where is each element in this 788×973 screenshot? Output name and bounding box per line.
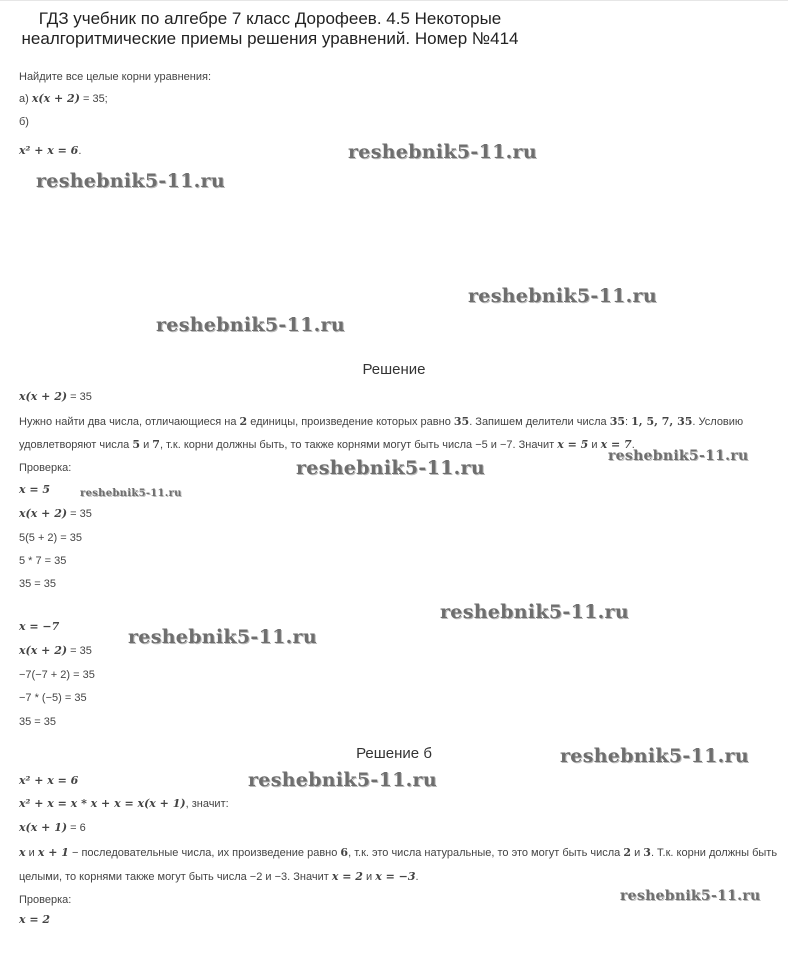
solution-b-para1 [19, 846, 777, 860]
check-line [19, 507, 92, 521]
text: . Запишем делители числа [469, 416, 607, 428]
solution-a-line2 [19, 438, 635, 452]
watermark: reshebnik5-11.ru [80, 488, 182, 499]
text: − последовательные числа, их произведение равно [72, 847, 338, 859]
rhs: = 35 [70, 645, 92, 657]
task-a-prefix: а) [19, 93, 29, 105]
var: x [19, 846, 26, 859]
expr: x(x + 2) [19, 507, 68, 520]
task-a-expr: x(x + 2) [31, 92, 80, 105]
number: 35 [609, 415, 626, 428]
expr: x(x + 2) [19, 644, 68, 657]
rhs: = 6 [70, 822, 86, 834]
text: целыми, то корнями также могут быть числа −2 и −3. Значит [19, 871, 329, 883]
var: x + 1 [37, 846, 69, 859]
text: и [28, 847, 35, 859]
eq-expr: x(x + 2) [19, 390, 68, 403]
root: x = 7 [600, 438, 632, 451]
text: и [365, 871, 373, 883]
number: 6 [340, 846, 349, 859]
page-title: ГДЗ учебник по алгебре 7 класс Дорофеев. 4.5 Некоторые неалгоритмические приемы решения уравнений. Номер №414 [21, 9, 519, 48]
task-a [19, 92, 108, 106]
watermark: reshebnik5-11.ru [620, 888, 761, 904]
solution-b-eq2 [19, 797, 229, 811]
root: x = 5 [557, 438, 589, 451]
task-b-expr: x² + x = 6 [19, 144, 79, 157]
solution-a-eq [19, 390, 92, 404]
text: единицы, произведение которых равно [250, 416, 451, 428]
text: удовлетворяют числа [19, 439, 130, 451]
text: , т.к. корни должны быть, то также корнями могут быть числа −5 и −7. Значит [159, 439, 555, 451]
text: и [143, 439, 150, 451]
number: 7 [152, 438, 160, 451]
check-root: x = 5 [19, 483, 51, 496]
watermark: reshebnik5-11.ru [36, 170, 225, 192]
task-b-prefix: б) [19, 116, 29, 128]
check-label: Проверка: [19, 462, 72, 474]
expr: x(x + 1) [19, 821, 68, 834]
check-line: −7(−7 + 2) = 35 [19, 669, 95, 681]
solution-b-heading: Решение б [356, 745, 432, 762]
solution-b-para2 [19, 870, 419, 884]
check-line: 35 = 35 [19, 578, 57, 590]
number: 5 [132, 438, 140, 451]
task-b-tail: . [78, 145, 82, 157]
check-root: x = 2 [19, 913, 51, 926]
check-line: 5(5 + 2) = 35 [19, 532, 82, 544]
text: : [625, 416, 629, 428]
number: 35 [453, 415, 470, 428]
top-divider [0, 0, 788, 1]
number: 3 [643, 846, 651, 859]
check-line: 35 = 35 [19, 716, 57, 728]
solution-a-line1 [19, 415, 743, 429]
divisors: 1, 5, 7, 35 [631, 415, 693, 428]
text: и [634, 847, 641, 859]
number: 2 [239, 415, 248, 428]
check-line: −7 * (−5) = 35 [19, 692, 87, 704]
number: 2 [623, 846, 631, 859]
watermark: reshebnik5-11.ru [156, 314, 345, 336]
text: , значит: [185, 798, 229, 810]
root: x = 2 [331, 870, 363, 883]
watermark: reshebnik5-11.ru [296, 457, 485, 479]
text: , т.к. это числа натуральные, то это могут быть числа [348, 847, 621, 859]
solution-b-eq3 [19, 821, 86, 835]
text: и [591, 439, 598, 451]
expr: x² + x = x * x + x = x(x + 1) [19, 797, 186, 810]
check-label: Проверка: [19, 894, 72, 906]
watermark: reshebnik5-11.ru [608, 448, 749, 464]
text: Нужно найти два числа, отличающиеся на [19, 416, 237, 428]
watermark: reshebnik5-11.ru [440, 601, 629, 623]
solution-a-heading: Решение [362, 361, 426, 378]
check-line [19, 644, 92, 658]
task-a-rhs: = 35; [82, 93, 108, 105]
text: . [631, 439, 635, 451]
task-intro: Найдите все целые корни уравнения: [19, 71, 212, 83]
check-line: 5 * 7 = 35 [19, 555, 67, 567]
text: . Условию [692, 416, 744, 428]
task-b [19, 144, 81, 158]
watermark: reshebnik5-11.ru [468, 285, 657, 307]
rhs: = 35 [70, 508, 92, 520]
watermark: reshebnik5-11.ru [128, 626, 317, 648]
text: . [415, 871, 419, 883]
root: x = −3 [375, 870, 416, 883]
check-root: x = −7 [19, 620, 60, 633]
solution-b-eq1: x² + x = 6 [19, 774, 79, 787]
watermark: reshebnik5-11.ru [248, 769, 437, 791]
watermark: reshebnik5-11.ru [560, 745, 749, 767]
watermark: reshebnik5-11.ru [348, 141, 537, 163]
text: . Т.к. корни должны быть [650, 847, 778, 859]
eq-rhs: = 35 [70, 391, 92, 403]
